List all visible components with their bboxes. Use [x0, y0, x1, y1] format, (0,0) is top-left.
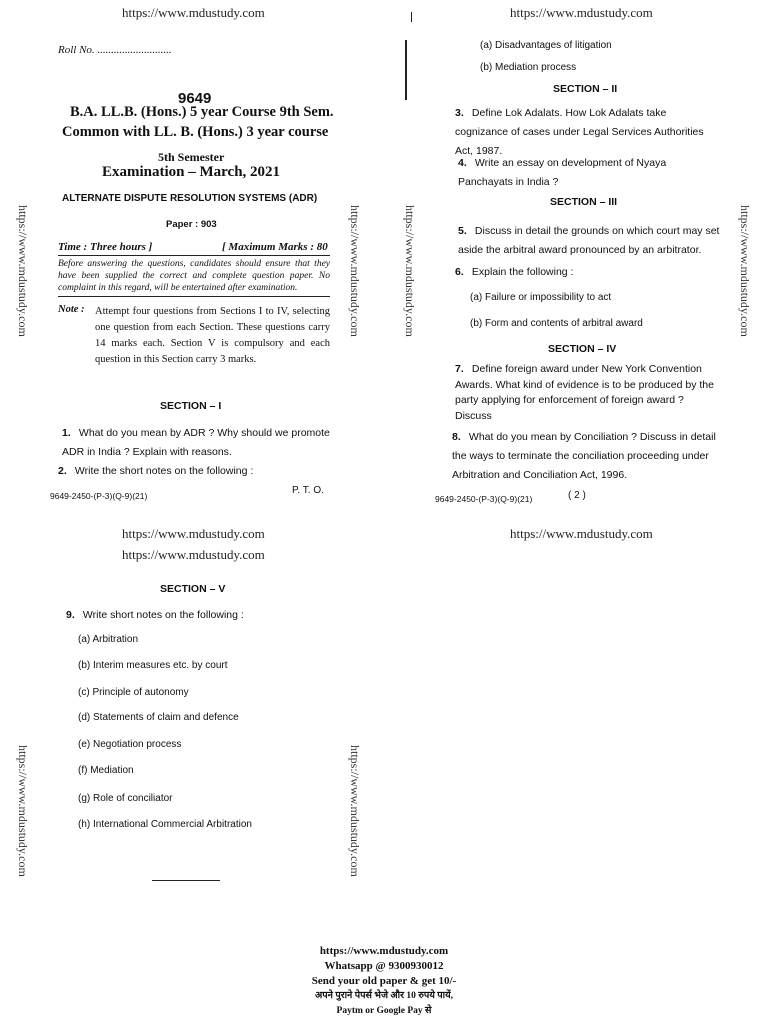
- question-5: [458, 222, 720, 260]
- watermark-url-top-left[interactable]: https://www.mdustudy.com: [122, 5, 265, 20]
- question-1-number: 1.: [62, 427, 71, 439]
- watermark-vertical-mid-2: https://www.mdustudy.com: [403, 205, 417, 337]
- footer-whatsapp: Whatsapp @ 9300930012: [324, 960, 444, 972]
- time-label: Time : Three hours ]: [58, 241, 153, 253]
- footer-url[interactable]: https://www.mdustudy.com: [319, 945, 449, 957]
- question-6: [455, 263, 717, 282]
- paper-number: Paper : 903: [166, 219, 217, 230]
- course-line-3: 5th Semester: [158, 150, 225, 164]
- question-4: [458, 154, 720, 192]
- watermark-url-mid-left-1[interactable]: https://www.mdustudy.com: [122, 526, 265, 541]
- page-divider-tick: [411, 12, 412, 22]
- question-9-text: Write short notes on the following :: [82, 609, 244, 621]
- q9-item-a: (a) Arbitration: [78, 634, 139, 645]
- question-9-number: 9.: [66, 609, 75, 621]
- section-3-heading: SECTION – III: [550, 196, 618, 208]
- q6-option-b: (b) Form and contents of arbitral award: [470, 318, 643, 329]
- question-1-text: What do you mean by ADR ? Why should we promote ADR in India ? Explain with reasons.: [62, 427, 330, 458]
- question-8: [452, 428, 717, 485]
- q6-option-a: (a) Failure or impossibility to act: [470, 292, 612, 303]
- footer-payment: Paytm or Google Pay से: [336, 1006, 432, 1016]
- watermark-vertical-mid-3: https://www.mdustudy.com: [348, 745, 362, 877]
- q2-option-b: (b) Mediation process: [480, 62, 577, 73]
- roll-no: Roll No. ...........................: [58, 44, 172, 56]
- watermark-url-mid-left-2[interactable]: https://www.mdustudy.com: [122, 547, 265, 562]
- instructions-rule-top: [58, 255, 330, 256]
- paper-code: 9649: [178, 90, 212, 107]
- question-2-number: 2.: [58, 465, 67, 477]
- question-8-text: What do you mean by Conciliation ? Discuss in detail the ways to terminate the conciliation proceeding under Arbitration and Conciliation Act, 1996.: [452, 431, 716, 481]
- question-7-number: 7.: [455, 363, 464, 375]
- section-1-heading: SECTION – I: [160, 400, 222, 412]
- q9-item-f: (f) Mediation: [78, 765, 134, 776]
- footer-offer: Send your old paper & get 10/-: [311, 975, 457, 987]
- footer-promo: [0, 944, 768, 1019]
- question-1: [62, 424, 342, 462]
- q9-item-e: (e) Negotiation process: [78, 739, 182, 750]
- watermark-vertical-right-1: https://www.mdustudy.com: [738, 205, 752, 337]
- watermark-url-mid-right[interactable]: https://www.mdustudy.com: [510, 526, 653, 541]
- course-title: [70, 104, 340, 121]
- watermark-vertical-left-1: https://www.mdustudy.com: [16, 205, 30, 337]
- q9-item-h: (h) International Commercial Arbitration: [78, 819, 252, 830]
- section-2-heading: SECTION – II: [553, 83, 618, 95]
- question-9: [66, 606, 336, 625]
- question-3-text: Define Lok Adalats. How Lok Adalats take cognizance of cases under Legal Services Authorities Act, 1987.: [455, 107, 704, 157]
- question-4-text: Write an essay on development of Nyaya Panchayats in India ?: [458, 157, 667, 188]
- question-7: [455, 362, 717, 424]
- max-marks: [ Maximum Marks : 80: [222, 241, 328, 253]
- course-line-1: B.A. LL.B. (Hons.) 5 year Course 9th Sem.: [70, 104, 334, 120]
- note-text: Attempt four questions from Sections I to IV, selecting one question from each Section. These questions carry 14 marks each. Section V is compulsory and each question in this Section carry 3 marks.: [95, 306, 330, 365]
- q9-item-g: (g) Role of conciliator: [78, 793, 173, 804]
- question-8-number: 8.: [452, 431, 461, 443]
- subject-title: ALTERNATE DISPUTE RESOLUTION SYSTEMS (ADR): [62, 193, 318, 204]
- pto-label: P. T. O.: [292, 485, 324, 496]
- section-4-heading: SECTION – IV: [548, 343, 617, 355]
- question-3-number: 3.: [455, 107, 464, 119]
- page-number: ( 2 ): [568, 490, 586, 501]
- question-7-text: Define foreign award under New York Convention Awards. What kind of evidence is to be produced by the party applying for enforcement of foreign award ? Discuss: [455, 363, 714, 422]
- question-4-number: 4.: [458, 157, 467, 169]
- page2-footer-code: 9649-2450-(P-3)(Q-9)(21): [435, 494, 533, 504]
- instructions-rule-bottom: [58, 296, 330, 297]
- section-5-heading: SECTION – V: [160, 583, 226, 595]
- question-6-text: Explain the following :: [471, 266, 574, 278]
- instructions-text: Before answering the questions, candidates should ensure that they have been supplied the correct and complete question paper. No complaint in this regard, will be entertained after examination.: [58, 259, 330, 293]
- note-label: Note :: [58, 304, 85, 315]
- course-line-2: Common with LL. B. (Hons.) 3 year course: [62, 124, 329, 140]
- watermark-vertical-left-2: https://www.mdustudy.com: [16, 745, 30, 877]
- question-2: [58, 462, 338, 481]
- q2-option-a: (a) Disadvantages of litigation: [480, 40, 612, 51]
- question-6-number: 6.: [455, 266, 464, 278]
- footer-offer-hindi: अपने पुराने पेपर्स भेजे और 10 रुपये पायें,: [315, 991, 453, 1001]
- q9-item-b: (b) Interim measures etc. by court: [78, 660, 228, 671]
- question-5-number: 5.: [458, 225, 467, 237]
- exam-title: Examination – March, 2021: [102, 164, 281, 180]
- question-2-text: Write the short notes on the following :: [74, 465, 254, 477]
- watermark-url-top-right[interactable]: https://www.mdustudy.com: [510, 5, 653, 20]
- watermark-vertical-mid-1: https://www.mdustudy.com: [348, 205, 362, 337]
- page-divider: [405, 40, 407, 100]
- end-rule: [152, 880, 220, 881]
- q9-item-c: (c) Principle of autonomy: [78, 687, 189, 698]
- q9-item-d: (d) Statements of claim and defence: [78, 712, 239, 723]
- question-3: [455, 104, 720, 161]
- question-5-text: Discuss in detail the grounds on which court may set aside the arbitral award pronounced by an arbitrator.: [458, 225, 720, 256]
- page1-footer-code: 9649-2450-(P-3)(Q-9)(21): [50, 491, 148, 501]
